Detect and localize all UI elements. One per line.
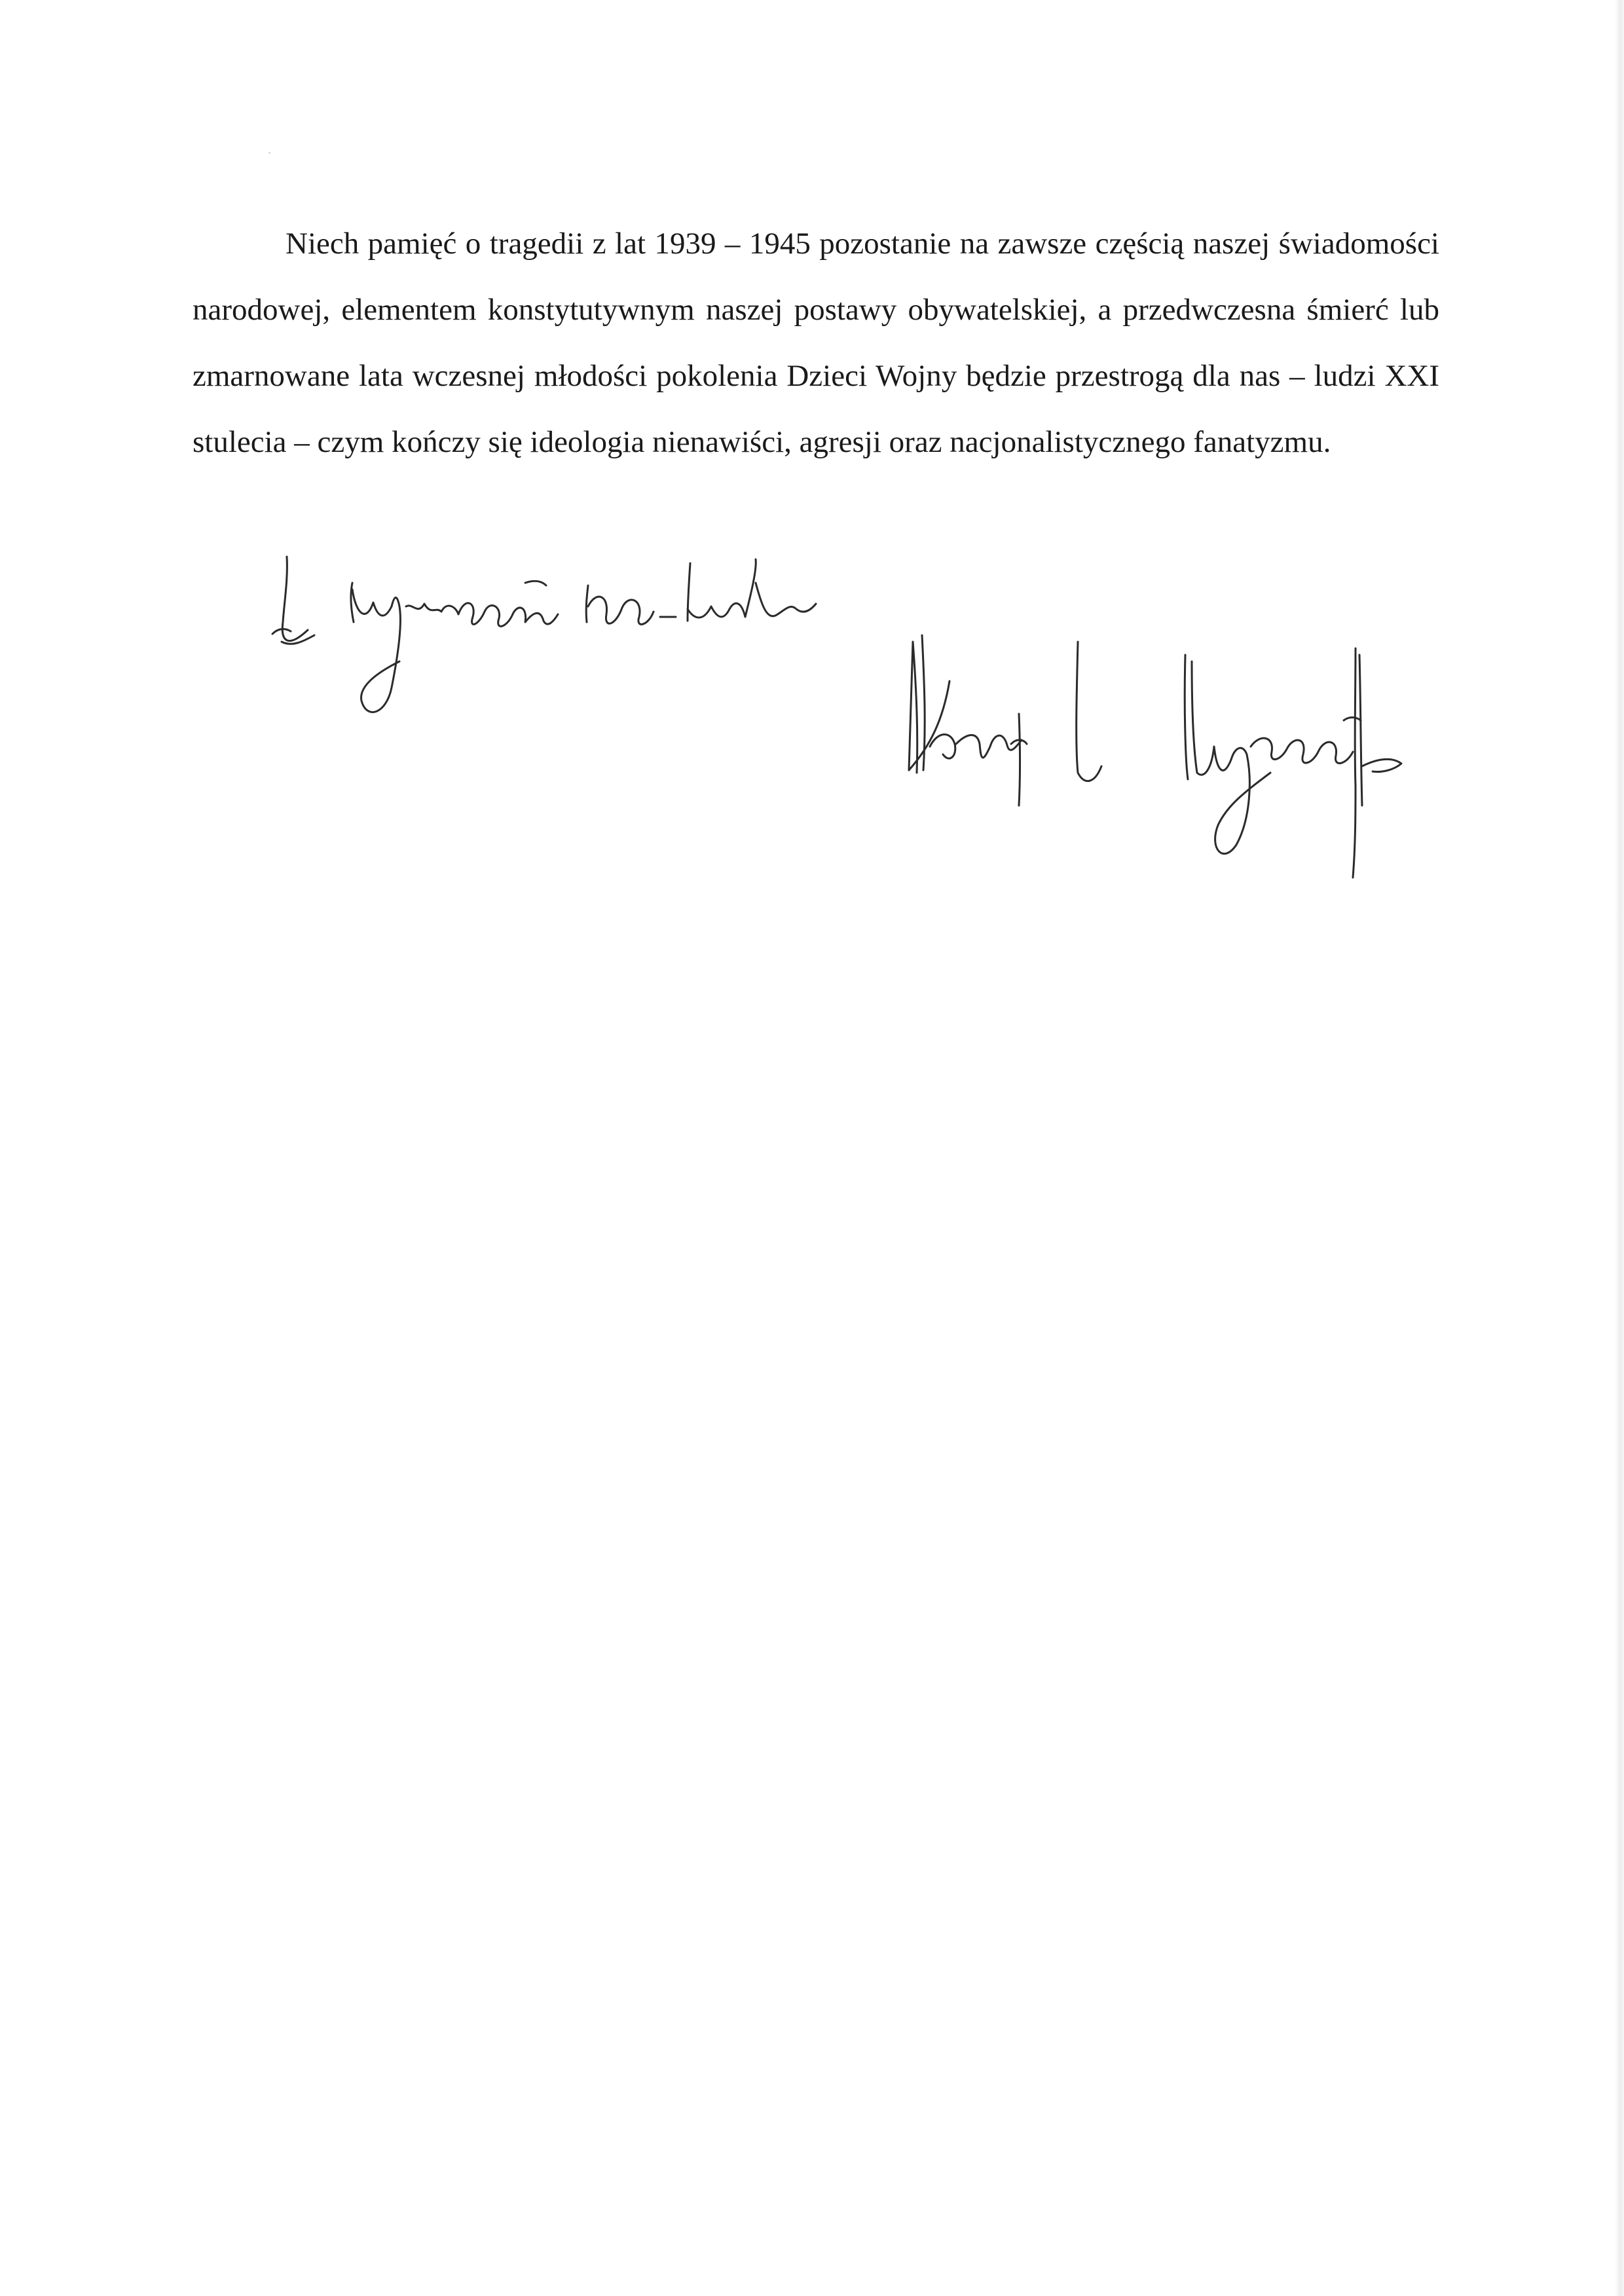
name-signature-icon	[904, 616, 1414, 891]
closing-paragraph: Niech pamięć o tragedii z lat 1939 – 1945 pozostanie na zawsze częścią naszej świadomości narodowej, elementem konstytutywnym naszej postawy obywatelskiej, a przedwczesna śmierć lub zmarnowane lata wczesnej młodości pokolenia Dzieci Wojny będzie przestrogą dla nas – ludzi XXI stulecia – czym kończy się ideologia nienawiści, agresji oraz nacjonalistycznego fanatyzmu.	[193, 227, 1439, 459]
page-edge-shadow	[1615, 0, 1624, 2296]
closing-signature-icon	[268, 544, 832, 727]
body-text	[193, 211, 1439, 475]
scan-speck	[268, 152, 270, 154]
